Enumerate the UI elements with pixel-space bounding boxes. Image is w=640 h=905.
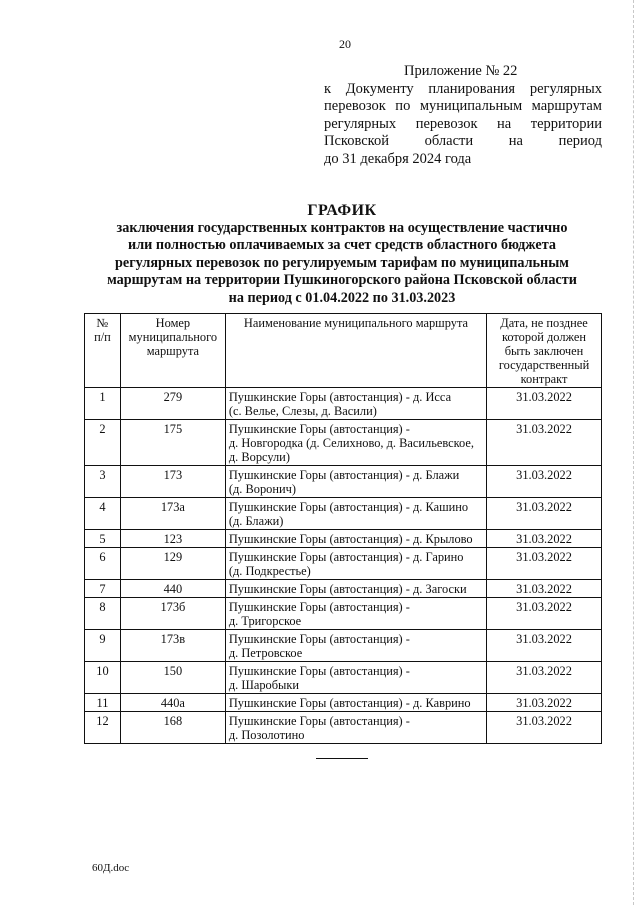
route-number: 173в — [120, 630, 225, 662]
table-row — [85, 530, 602, 548]
document-filename: 60Д.doc — [92, 862, 130, 874]
heading-line: маршрутам на территории Пушкиногорского района Псковской области — [107, 272, 577, 288]
route-name: Пушкинские Горы (автостанция) - д. Шаробыки — [225, 662, 486, 694]
route-number: 173 — [120, 466, 225, 498]
route-name: Пушкинские Горы (автостанция) - д. Петровское — [225, 630, 486, 662]
route-number: 168 — [120, 712, 225, 744]
route-name: Пушкинские Горы (автостанция) - д. Кашино (д. Блажи) — [225, 498, 486, 530]
route-name: Пушкинские Горы (автостанция) - д. Блажи (д. Воронич) — [225, 466, 486, 498]
table-row — [85, 694, 602, 712]
deadline-date: 31.03.2022 — [487, 388, 602, 420]
table-row — [85, 466, 602, 498]
row-number: 3 — [85, 466, 121, 498]
route-name: Пушкинские Горы (автостанция) - д. Гарино (д. Подкрестье) — [225, 548, 486, 580]
row-number: 5 — [85, 530, 121, 548]
row-number: 8 — [85, 598, 121, 630]
table-row — [85, 580, 602, 598]
route-number: 123 — [120, 530, 225, 548]
route-number: 175 — [120, 420, 225, 466]
table-row — [85, 630, 602, 662]
header-number: № п/п — [85, 314, 121, 388]
header-route-number: Номер муниципального маршрута — [120, 314, 225, 388]
table-row — [85, 388, 602, 420]
heading-title: ГРАФИК — [307, 202, 377, 219]
row-number: 11 — [85, 694, 121, 712]
table-row — [85, 420, 602, 466]
table-row — [85, 598, 602, 630]
row-number: 7 — [85, 580, 121, 598]
table-header-row — [85, 314, 602, 388]
deadline-date: 31.03.2022 — [487, 498, 602, 530]
deadline-date: 31.03.2022 — [487, 598, 602, 630]
footer-divider — [316, 758, 368, 759]
route-name: Пушкинские Горы (автостанция) - д. Исса (с. Велье, Слезы, д. Васили) — [225, 388, 486, 420]
row-number: 2 — [85, 420, 121, 466]
route-number: 440 — [120, 580, 225, 598]
deadline-date: 31.03.2022 — [487, 580, 602, 598]
appendix-block — [324, 63, 602, 169]
route-number: 440а — [120, 694, 225, 712]
appendix-line: к Документу планирования регулярных — [324, 80, 602, 97]
deadline-date: 31.03.2022 — [487, 466, 602, 498]
page-edge — [633, 0, 634, 905]
appendix-title: Приложение № 22 — [404, 63, 518, 79]
appendix-line: регулярных перевозок на территории — [324, 115, 602, 132]
table-row — [85, 712, 602, 744]
route-number: 173а — [120, 498, 225, 530]
route-number: 150 — [120, 662, 225, 694]
route-name: Пушкинские Горы (автостанция) - д. Крылово — [225, 530, 486, 548]
route-name: Пушкинские Горы (автостанция) - д. Позолотино — [225, 712, 486, 744]
route-number: 279 — [120, 388, 225, 420]
row-number: 10 — [85, 662, 121, 694]
route-name: Пушкинские Горы (автостанция) - д. Новгородка (д. Селихново, д. Васильевское, д. Ворсули) — [225, 420, 486, 466]
document-heading — [78, 202, 606, 307]
page-number: 20 — [339, 37, 351, 51]
deadline-date: 31.03.2022 — [487, 694, 602, 712]
heading-line: регулярных перевозок по регулируемым тарифам по муниципальным — [115, 254, 569, 271]
route-name: Пушкинские Горы (автостанция) - д. Загоски — [225, 580, 486, 598]
route-name: Пушкинские Горы (автостанция) - д. Каврино — [225, 694, 486, 712]
route-number: 173б — [120, 598, 225, 630]
appendix-line: до 31 декабря 2024 года — [324, 150, 472, 167]
deadline-date: 31.03.2022 — [487, 662, 602, 694]
header-deadline: Дата, не позднее которой должен быть заключен государственный контракт — [487, 314, 602, 388]
deadline-date: 31.03.2022 — [487, 630, 602, 662]
heading-line: или полностью оплачиваемых за счет средств областного бюджета — [128, 237, 556, 253]
table-row — [85, 498, 602, 530]
row-number: 6 — [85, 548, 121, 580]
deadline-date: 31.03.2022 — [487, 530, 602, 548]
row-number: 4 — [85, 498, 121, 530]
row-number: 9 — [85, 630, 121, 662]
deadline-date: 31.03.2022 — [487, 548, 602, 580]
heading-line: заключения государственных контрактов на осуществление частично — [116, 219, 568, 236]
heading-line: на период с 01.04.2022 по 31.03.2023 — [228, 289, 456, 306]
route-number: 129 — [120, 548, 225, 580]
route-name: Пушкинские Горы (автостанция) - д. Тригорское — [225, 598, 486, 630]
appendix-line: Псковской области на период — [324, 133, 602, 150]
schedule-table — [84, 313, 602, 744]
deadline-date: 31.03.2022 — [487, 420, 602, 466]
header-route-name: Наименование муниципального маршрута — [225, 314, 486, 388]
table-row — [85, 548, 602, 580]
appendix-line: перевозок по муниципальным маршрутам — [324, 98, 602, 115]
row-number: 12 — [85, 712, 121, 744]
deadline-date: 31.03.2022 — [487, 712, 602, 744]
row-number: 1 — [85, 388, 121, 420]
table-row — [85, 662, 602, 694]
